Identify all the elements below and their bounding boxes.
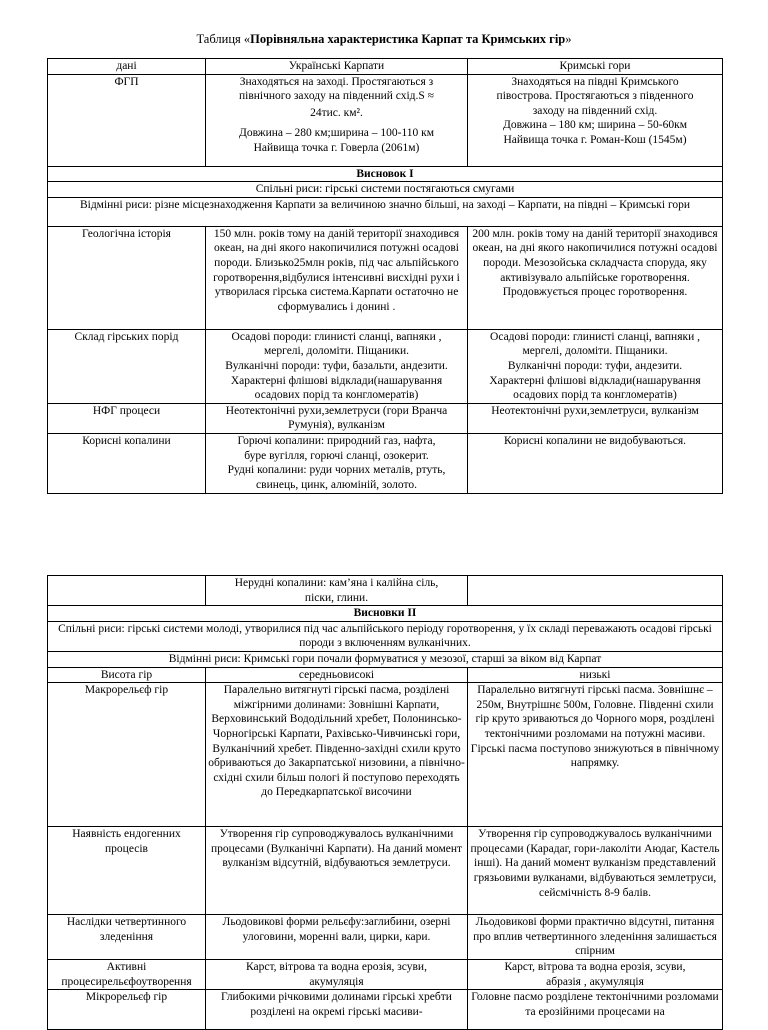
nfg-label: НФГ процеси <box>48 403 206 433</box>
active-label: Активні процесирельєфоутворення <box>48 959 206 989</box>
row-active-processes <box>48 959 723 989</box>
fgp-label: ФГП <box>48 74 206 166</box>
row-geology <box>48 226 723 329</box>
active-crimea: Карст, вітрова та водна ерозія, зсуви, абразія , акумуляція <box>468 959 723 989</box>
height-carpathians: середньовисокі <box>206 667 468 683</box>
height-crimea: низькі <box>468 667 723 683</box>
rocks-label: Склад гірських порід <box>48 329 206 403</box>
endogenous-carpathians: Утворення гір супроводжувалось вулканічними процесами (Вулканічні Карпати). На даний момент вулканізм відсутній, відбуваються землетруси. <box>206 827 468 915</box>
endogenous-label: Наявність ендогенних процесів <box>48 827 206 915</box>
microrelief-carpathians: Глибокими річковими долинами гірські хребти розділені на окремі гірські масиви- <box>206 990 468 1030</box>
row-endogenous <box>48 827 723 915</box>
row-nonore <box>48 576 723 606</box>
nonore-label <box>48 576 206 606</box>
row-macrorelief <box>48 683 723 827</box>
minerals-crimea: Корисні копалини не видобуваються. <box>468 433 723 493</box>
row-fgp <box>48 74 723 166</box>
conclusion-2: Висновки ІІ <box>48 606 723 622</box>
comparison-table-part2 <box>47 575 723 1030</box>
minerals-label: Корисні копалини <box>48 433 206 493</box>
header-crimea: Кримські гори <box>468 59 723 75</box>
common-features-2: Спільні риси: гірські системи молоді, утворилися під час альпійського періоду горотворення, у їх складі переважають осадові гірські породи з включенням вулканічних. <box>48 621 723 651</box>
common-features-1: Спільні риси: гірські системи постягаються смугами <box>48 182 723 198</box>
header-row <box>48 59 723 75</box>
quaternary-carpathians: Льодовикові форми рельєфу:заглибини, озерні улоговини, моренні вали, цирки, кари. <box>206 915 468 960</box>
title-bold: Порівняльна характеристика Карпат та Кримських гір <box>250 32 566 46</box>
conclusion-1: Висновок І <box>48 166 723 182</box>
microrelief-crimea: Головне пасмо розділене тектонічними розломами та ерозійними процесами на <box>468 990 723 1030</box>
height-label: Висота гір <box>48 667 206 683</box>
macrorelief-carpathians: Паралельно витягнуті гірські пасма, розділені міжгірними долинами: Зовнішні Карпати, Верховинський Вододільний хребет, Полонинсько-Чорногірські Карпати, Рахівсько-Чивчинські гори, Вулканічний хребет. Південно-західні схили круто обриваються до Закарпатської низовини, а північно-східні схили більш пологі й поступово переходять до Передкарпатської височини <box>206 683 468 827</box>
endogenous-crimea: Утворення гір супроводжувалось вулканічними процесами (Карадаг, гори-лаколіти Аюдаг, Кастель інші). На даний момент вулканізм представлений грязьовими вулканами, відбуваються землетруси, сейсмічність 8-9 балів. <box>468 827 723 915</box>
header-carpathians: Українські Карпати <box>206 59 468 75</box>
active-carpathians: Карст, вітрова та водна ерозія, зсуви, акумуляція <box>206 959 468 989</box>
quaternary-label: Наслідки четвертинного зледеніння <box>48 915 206 960</box>
macrorelief-label: Макрорельєф гір <box>48 683 206 827</box>
rocks-crimea: Осадові породи: глинисті сланці, вапняки , мергелі, доломіти. Піщаники. Вулканічні породи: туфи, андезити. Характерні флішові відклади(нашарування осадових порід та конгломератів) <box>468 329 723 403</box>
nonore-carpathians: Нерудні копалини: кам’яна і калійна сіль, піски, глини. <box>206 576 468 606</box>
header-data: дані <box>48 59 206 75</box>
geology-label: Геологічна історія <box>48 226 206 329</box>
document-title <box>0 31 768 47</box>
row-conclusion-1 <box>48 166 723 182</box>
comparison-table-part1 <box>47 58 723 494</box>
row-conclusion-2 <box>48 606 723 622</box>
fgp-crimea: Знаходяться на півдні Кримського півострова. Простягаються з південного заходу на південний схід. Довжина – 180 км; ширина – 50-60км Найвища точка г. Роман-Кош (1545м) <box>468 74 723 166</box>
row-minerals <box>48 433 723 493</box>
fgp-carpathians: Знаходяться на заході. Простягаються з північного заходу на південний схід.S ≈ 24тис. км². Довжина – 280 км;ширина – 100-110 км Найвища точка г. Говерла (2061м) <box>206 74 468 166</box>
nfg-crimea: Неотектонічні рухи,землетруси, вулканізм <box>468 403 723 433</box>
row-nfg <box>48 403 723 433</box>
quaternary-crimea: Льодовикові форми практично відсутні, питання про вплив четвертинного зледеніння залишається спірним <box>468 915 723 960</box>
microrelief-label: Мікрорельєф гір <box>48 990 206 1030</box>
rocks-carpathians: Осадові породи: глинисті сланці, вапняки , мергелі, доломіти. Піщаники. Вулканічні породи: туфи, базальти, андезити. Характерні флішові відклади(нашарування осадових порід та конгломератів) <box>206 329 468 403</box>
nfg-carpathians: Неотектонічні рухи,землетруси (гори Вранча Румунія), вулканізм <box>206 403 468 433</box>
geology-crimea: 200 млн. років тому на даній території знаходився океан, на дні якого накопичилися потужні осадові породи. Мезозойська складчаста споруда, яку активізувало альпійське горотворення. Продовжується процес горотворення. <box>468 226 723 329</box>
row-common-1 <box>48 182 723 198</box>
row-height <box>48 667 723 683</box>
minerals-carpathians: Горючі копалини: природний газ, нафта, буре вугілля, горючі сланці, озокерит. Рудні копалини: руди чорних металів, ртуть, свинець, цинк, алюміній, золото. <box>206 433 468 493</box>
nonore-crimea <box>468 576 723 606</box>
macrorelief-crimea: Паралельно витягнуті гірські пасма. Зовнішнє – 250м, Внутрішнє 500м, Головне. Південні схили гір круто зриваються до Чорного моря, розділені тектонічними розломами на потужні масиви. Гірські пасма поступово знижуються в північному напрямку. <box>468 683 723 827</box>
row-rocks <box>48 329 723 403</box>
row-diff-1 <box>48 197 723 226</box>
row-diff-2 <box>48 651 723 667</box>
differences-2: Відмінні риси: Кримські гори почали формуватися у мезозої, старші за віком від Карпат <box>48 651 723 667</box>
title-prefix: Таблиця « <box>196 32 251 46</box>
title-suffix: » <box>565 32 572 46</box>
differences-1: Відмінні риси: різне місцезнаходження Карпати за величиною значно більші, на заході – Карпати, на півдні – Кримські гори <box>48 197 723 226</box>
row-quaternary <box>48 915 723 960</box>
geology-carpathians: 150 млн. років тому на даній території знаходився океан, на дні якого накопичилися потужні осадові породи. Близько25млн років, під час альпійського горотворення,відбулися інтенсивні висхідні рухи і утворилася гірська система.Карпати остаточно не сформувались і донині . <box>206 226 468 329</box>
row-common-2 <box>48 621 723 651</box>
